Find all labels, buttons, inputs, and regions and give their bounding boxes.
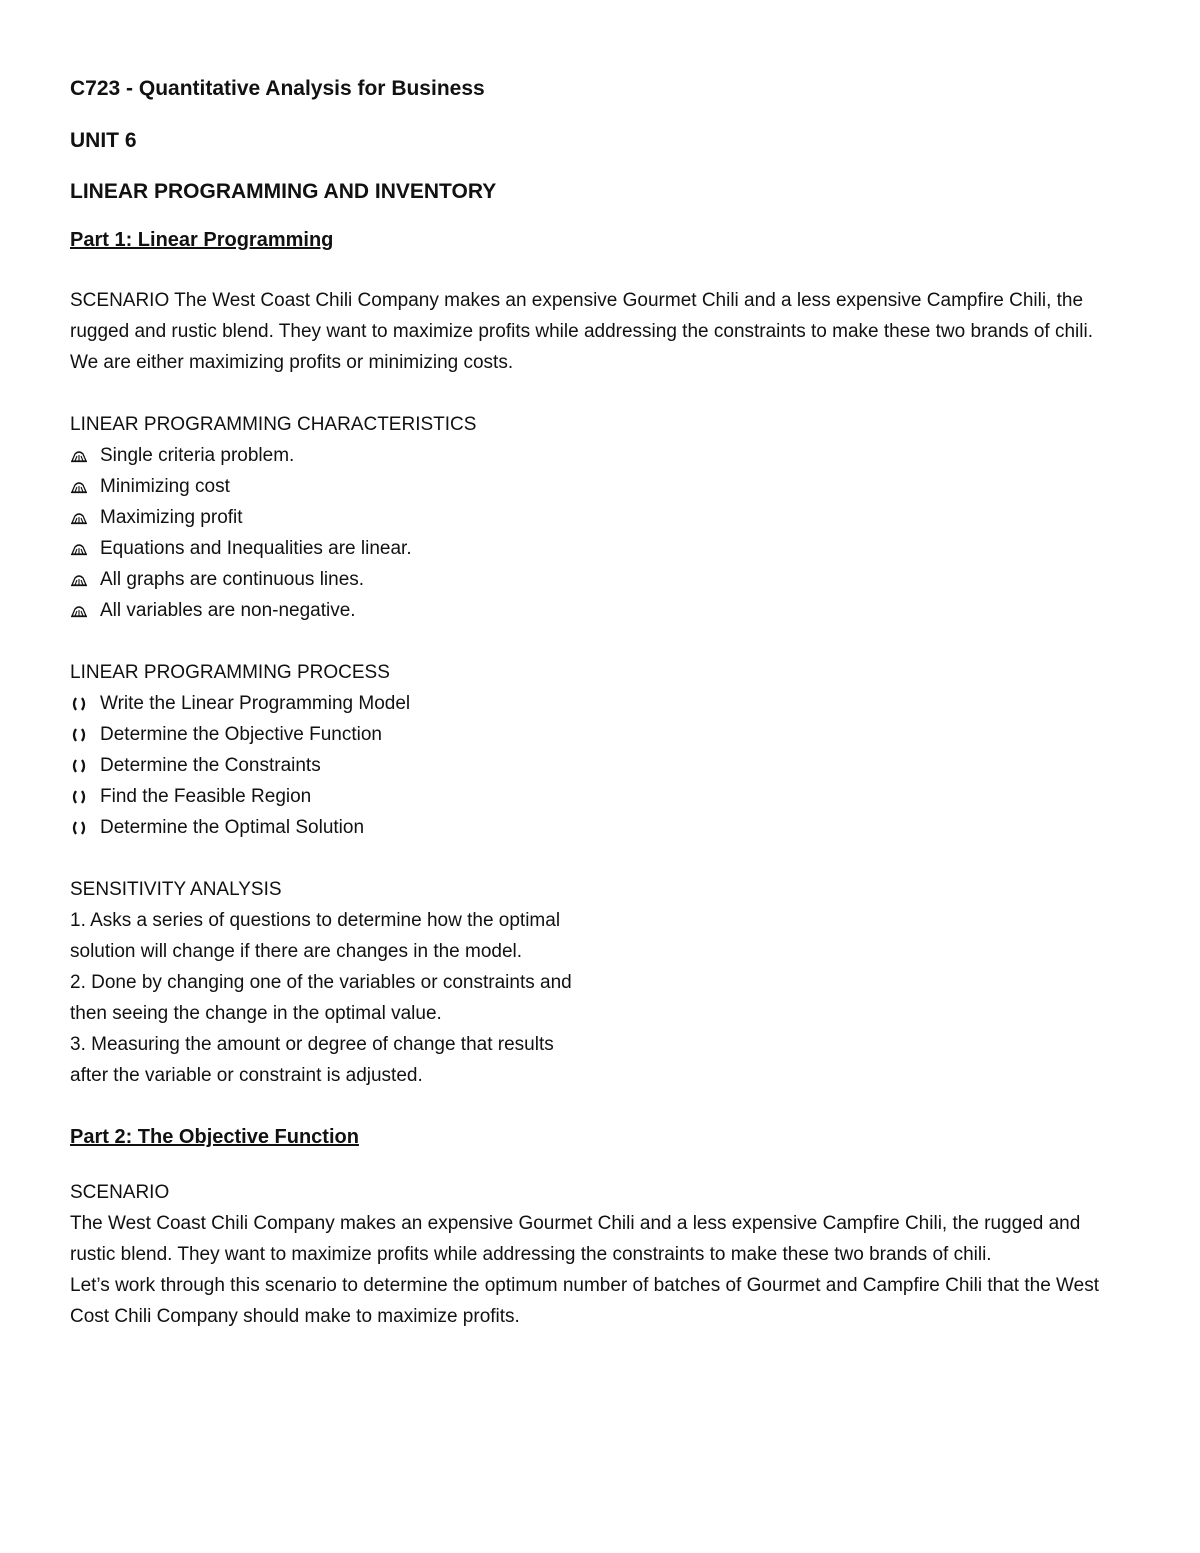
process-list xyxy=(70,688,1130,843)
brackets-bullet-icon xyxy=(70,788,88,806)
process-label: LINEAR PROGRAMMING PROCESS xyxy=(70,662,390,683)
part2-scenario: The West Coast Chili Company makes an expensive Gourmet Chili and a less expensive Campfire Chili, the rugged and rustic blend. They want to maximize profits while addressing the constraints to make these two brands of chili. xyxy=(70,1213,1081,1265)
brackets-bullet-icon xyxy=(70,819,88,837)
process-step-text: Determine the Objective Function xyxy=(100,724,382,745)
hand-bullet-icon xyxy=(70,478,88,496)
list-item xyxy=(70,564,1130,595)
brackets-bullet-icon xyxy=(70,695,88,713)
sensitivity-line: 3. Measuring the amount or degree of change that results xyxy=(70,1034,554,1055)
brackets-bullet-icon xyxy=(70,757,88,775)
sensitivity-line: 2. Done by changing one of the variables or constraints and xyxy=(70,972,572,993)
hand-bullet-icon xyxy=(70,509,88,527)
list-item xyxy=(70,471,1130,502)
characteristic-text: Maximizing profit xyxy=(100,507,243,528)
characteristic-text: All variables are non-negative. xyxy=(100,600,356,621)
list-item xyxy=(70,595,1130,626)
hand-bullet-icon xyxy=(70,602,88,620)
sensitivity-line: 1. Asks a series of questions to determine how the optimal xyxy=(70,910,561,931)
characteristic-text: Minimizing cost xyxy=(100,476,230,497)
list-item xyxy=(70,440,1130,471)
list-item xyxy=(70,688,1130,719)
characteristic-text: All graphs are continuous lines. xyxy=(100,569,365,590)
part2-scenario-label: SCENARIO xyxy=(70,1182,170,1203)
list-item xyxy=(70,533,1130,564)
process-step-text: Determine the Optimal Solution xyxy=(100,817,365,838)
list-item xyxy=(70,750,1130,781)
list-item xyxy=(70,502,1130,533)
hand-bullet-icon xyxy=(70,540,88,558)
course-title: C723 - Quantitative Analysis for Business xyxy=(70,77,485,100)
sensitivity-text xyxy=(70,905,650,1091)
part2-title: Part 2: The Objective Function xyxy=(70,1126,359,1148)
process-step-text: Determine the Constraints xyxy=(100,755,321,776)
part1-note: We are either maximizing profits or minimizing costs. xyxy=(70,352,514,373)
characteristics-list xyxy=(70,440,1130,626)
document-page xyxy=(70,74,1130,1332)
sensitivity-line: solution will change if there are changes in the model. xyxy=(70,941,523,962)
list-item xyxy=(70,812,1130,843)
part1-scenario: SCENARIO The West Coast Chili Company makes an expensive Gourmet Chili and a less expensive Campfire Chili, the rugged and rustic blend. They want to maximize profits while addressing the constraints to make these two brands of chili. xyxy=(70,290,1094,342)
hand-bullet-icon xyxy=(70,447,88,465)
process-step-text: Find the Feasible Region xyxy=(100,786,312,807)
part1-title: Part 1: Linear Programming xyxy=(70,229,334,251)
topic-title: LINEAR PROGRAMMING AND INVENTORY xyxy=(70,180,497,203)
brackets-bullet-icon xyxy=(70,726,88,744)
sensitivity-label: SENSITIVITY ANALYSIS xyxy=(70,879,282,900)
sensitivity-line: then seeing the change in the optimal value. xyxy=(70,1003,442,1024)
part2-closing: Let’s work through this scenario to determine the optimum number of batches of Gourmet and Campfire Chili that the West Cost Chili Company should make to maximize profits. xyxy=(70,1275,1099,1327)
process-step-text: Write the Linear Programming Model xyxy=(100,693,411,714)
characteristic-text: Single criteria problem. xyxy=(100,445,295,466)
hand-bullet-icon xyxy=(70,571,88,589)
characteristic-text: Equations and Inequalities are linear. xyxy=(100,538,412,559)
characteristics-label: LINEAR PROGRAMMING CHARACTERISTICS xyxy=(70,414,477,435)
unit-title: UNIT 6 xyxy=(70,129,137,152)
list-item xyxy=(70,781,1130,812)
list-item xyxy=(70,719,1130,750)
sensitivity-line: after the variable or constraint is adjusted. xyxy=(70,1065,423,1086)
